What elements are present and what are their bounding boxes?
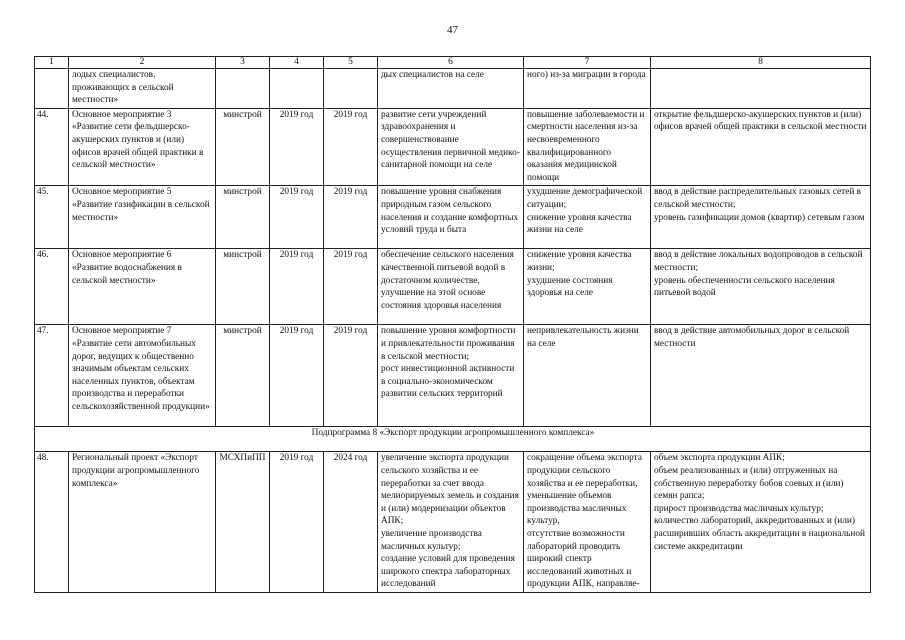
header-cell: 5 [324, 57, 378, 69]
indicators: ввод в действие локальных водопроводов в сельской местности; уровень обеспеченности сельского населения питьевой водой [651, 249, 871, 325]
table-row [35, 452, 871, 593]
page-number: 47 [447, 24, 458, 36]
measure-name: Основное мероприятие 5 «Развитие газификации в сельской местности» [69, 186, 216, 249]
indicators: открытие фельдшерско-акушерских пунктов и (или) офисов врачей общей практики в сельской местности [651, 108, 871, 186]
expected-result: повышение уровня комфортности и привлекательности проживания в сельской местности; рост инвестиционной активности в социально-экономическом развитии сельских территорий [378, 325, 524, 427]
row-number: 47. [35, 325, 69, 427]
executor: минстрой [216, 108, 270, 186]
measure-name: Основное мероприятие 7 «Развитие сети автомобильных дорог, ведущих к общественно значимым объектам сельских населенных пунктов, объектам производства и переработки сельскохозяйственной продукции» [69, 325, 216, 427]
consequences: непривлекательность жизни на селе [524, 325, 651, 427]
expected-result: обеспечение сельского населения качественной питьевой водой в достаточном количестве, улучшение на этой основе состояния здоровья населения [378, 249, 524, 325]
header-cell: 3 [216, 57, 270, 69]
executor: минстрой [216, 186, 270, 249]
indicators: ввод в действие распределительных газовых сетей в сельской местности; уровень газификации домов (квартир) сетевым газом [651, 186, 871, 249]
consequences: снижение уровня качества жизни; ухудшение состояния здоровья на селе [524, 249, 651, 325]
header-cell: 2 [69, 57, 216, 69]
header-cell: 8 [651, 57, 871, 69]
subprogram-row [35, 427, 871, 452]
measure-name: лодых специалистов, проживающих в сельской местности» [69, 69, 216, 109]
table-row [35, 249, 871, 325]
end-year: 2019 год [324, 108, 378, 186]
row-number: 45. [35, 186, 69, 249]
consequences: ного) из-за миграции в города [524, 69, 651, 109]
end-year: 2024 год [324, 452, 378, 593]
column-number-row [35, 57, 871, 69]
expected-result: увеличение экспорта продукции сельского хозяйства и ее переработки за счет ввода мелиорируемых земель и создания и (или) модернизации объектов АПК; увеличение производства масличных культур; создание условий для проведения широкого спектра лабораторных исследований [378, 452, 524, 593]
expected-result: повышение уровня снабжения природным газом сельского населения и создание комфортных условий труда и быта [378, 186, 524, 249]
program-measures-table [34, 56, 871, 593]
header-cell: 4 [270, 57, 324, 69]
end-year: 2019 год [324, 186, 378, 249]
table-row [35, 186, 871, 249]
table-row [35, 108, 871, 186]
indicators: ввод в действие автомобильных дорог в сельской местности [651, 325, 871, 427]
continuation-row [35, 69, 871, 109]
row-number: 44. [35, 108, 69, 186]
end-year: 2019 год [324, 325, 378, 427]
end-year: 2019 год [324, 249, 378, 325]
start-year: 2019 год [270, 186, 324, 249]
executor: минстрой [216, 325, 270, 427]
executor: МСХПиПП [216, 452, 270, 593]
consequences: ухудшение демографической ситуации; снижение уровня качества жизни на селе [524, 186, 651, 249]
header-cell: 7 [524, 57, 651, 69]
indicators: объем экспорта продукции АПК; объем реализованных и (или) отгруженных на собственную переработку бобов соевых и (или) семян рапса; прирост производства масличных культур; количество лабораторий, аккредитованных и (или) расширивших область аккредитации в национальной системе аккредитации [651, 452, 871, 593]
row-number: 48. [35, 452, 69, 593]
executor: минстрой [216, 249, 270, 325]
consequences: повышение заболеваемости и смертности населения из-за несвоевременного квалифицированного оказания медицинской помощи [524, 108, 651, 186]
table-row [35, 325, 871, 427]
start-year: 2019 год [270, 249, 324, 325]
row-number: 46. [35, 249, 69, 325]
start-year: 2019 год [270, 108, 324, 186]
measure-name: Основное мероприятие 6 «Развитие водоснабжения в сельской местности» [69, 249, 216, 325]
expected-result: дых специалистов на селе [378, 69, 524, 109]
measure-name: Региональный проект «Экспорт продукции агропромышленного комплекса» [69, 452, 216, 593]
header-cell: 1 [35, 57, 69, 69]
measure-name: Основное мероприятие 3 «Развитие сети фельдшерско-акушерских пунктов и (или) офисов врачей общей практики в сельской местности» [69, 108, 216, 186]
header-cell: 6 [378, 57, 524, 69]
start-year: 2019 год [270, 452, 324, 593]
subprogram-title: Подпрограмма 8 «Экспорт продукции агропромышленного комплекса» [35, 427, 871, 452]
start-year: 2019 год [270, 325, 324, 427]
expected-result: развитие сети учреждений здравоохранения и совершенствование осуществления первичной медико-санитарной помощи на селе [378, 108, 524, 186]
consequences: сокращение объема экспорта продукции сельского хозяйства и ее переработки, уменьшение объемов производства масличных культур, отсутствие возможности лабораторий проводить широкий спектр исследований животных и продукции АПК, направляе- [524, 452, 651, 593]
